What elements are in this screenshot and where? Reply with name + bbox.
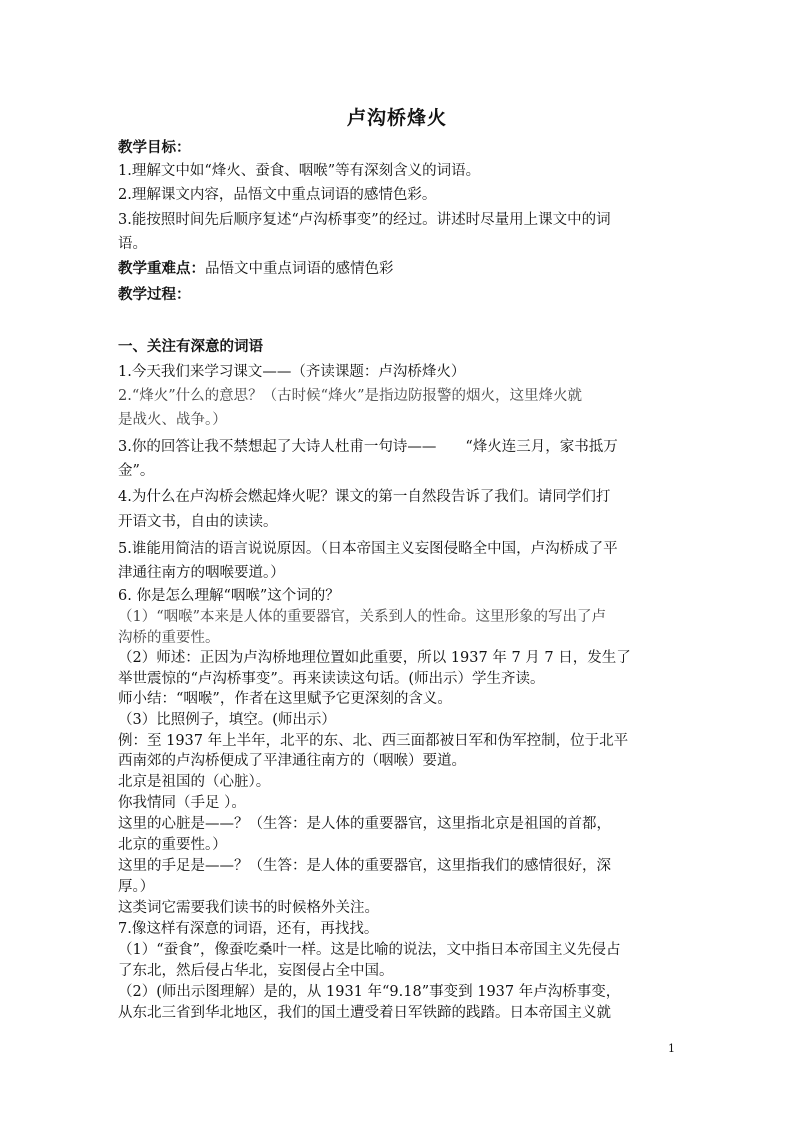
page-number: 1 <box>668 1042 675 1055</box>
body-line: 2.“烽火”什么的意思？（古时候“烽火”是指边防报警的烟火，这里烽火就 <box>118 388 582 404</box>
body-line: 这类词它需要我们读书的时候格外关注。 <box>118 900 379 916</box>
document-title: 卢沟桥烽火 <box>346 107 447 129</box>
body-line: 这里的手足是——？（生答：是人体的重要器官，这里指我们的感情很好，深 <box>118 858 611 874</box>
objective-3: 3.能按照时间先后顺序复述“卢沟桥事变”的经过。讲述时尽量用上课文中的词 <box>118 212 611 228</box>
body-line: 从东北三省到华北地区，我们的国土遭受着日军铁蹄的践踏。日本帝国主义就 <box>118 1005 611 1021</box>
body-line: 1.今天我们来学习课文——（齐读课题：卢沟桥烽火） <box>118 364 466 380</box>
body-line: （1）“蚕食”，像蚕吃桑叶一样。这是比喻的说法，文中指日本帝国主义先侵占 <box>118 942 621 958</box>
body-line: 举世震惊的“卢沟桥事变”。再来读读这句话。(师出示）学生齐读。 <box>118 671 545 687</box>
body-line: 北京的重要性。） <box>118 837 227 853</box>
body-line: 西南郊的卢沟桥便成了平津通往南方的（咽喉）要道。 <box>118 753 466 769</box>
body-line: 沟桥的重要性。 <box>118 630 220 646</box>
section-heading: 一、关注有深意的词语 <box>118 338 263 355</box>
body-line: 了东北，然后侵占华北，妄图侵占全中国。 <box>118 963 394 979</box>
body-line: （1）“咽喉”本来是人体的重要器官，关系到人的性命。这里形象的写出了卢 <box>118 609 607 625</box>
body-line: 是战火、战争。） <box>118 412 227 428</box>
body-line: 师小结：“咽喉”，作者在这里赋予它更深刻的含义。 <box>118 691 452 707</box>
body-line: 6. 你是怎么理解“咽喉”这个词的？ <box>118 588 340 604</box>
body-line: （3）比照例子，填空。(师出示） <box>118 712 336 728</box>
body-line: 厚。） <box>118 879 155 895</box>
key-points-label: 教学重难点： <box>118 260 205 277</box>
process-heading: 教学过程： <box>118 286 191 303</box>
body-line: 例：至 1937 年上半年，北平的东、北、西三面都被日军和伪军控制，位于北平 <box>118 733 629 749</box>
body-line: 5.谁能用简洁的语言说说原因。（日本帝国主义妄图侵略全中国，卢沟桥成了平 <box>118 541 618 557</box>
body-line: （2）师述：正因为卢沟桥地理位置如此重要，所以 1937 年 7 月 7 日，发生了 <box>118 650 631 666</box>
body-line: 7.像这样有深意的词语，还有，再找找。 <box>118 921 379 937</box>
body-line: 这里的心脏是——？（生答：是人体的重要器官，这里指北京是祖国的首都， <box>118 816 611 832</box>
body-line: 3.你的回答让我不禁想起了大诗人杜甫一句诗—— “烽火连三月，家书抵万 <box>118 439 618 455</box>
objective-1: 1.理解文中如“烽火、蚕食、咽喉”等有深刻含义的词语。 <box>118 163 481 179</box>
objective-3-cont: 语。 <box>118 236 147 252</box>
body-line: 金”。 <box>118 463 155 479</box>
body-line: 开语文书，自由的读读。 <box>118 514 278 530</box>
key-points <box>118 259 678 279</box>
body-line: 津通往南方的咽喉要道。） <box>118 565 285 581</box>
body-line: 北京是祖国的（心脏）。 <box>118 774 271 790</box>
objectives-heading: 教学目标： <box>118 139 191 156</box>
body-line: （2）(师出示图理解）是的，从 1931 年“9.18”事变到 1937 年卢沟桥事变， <box>118 984 621 1000</box>
objective-2: 2.理解课文内容，品悟文中重点词语的感情色彩。 <box>118 187 437 203</box>
body-line: 4.为什么在卢沟桥会燃起烽火呢？课文的第一自然段告诉了我们。请同学们打 <box>118 489 611 505</box>
body-line: 你我情同（手足 ）。 <box>118 795 246 811</box>
key-points-text: 品悟文中重点词语的感情色彩 <box>205 261 394 277</box>
